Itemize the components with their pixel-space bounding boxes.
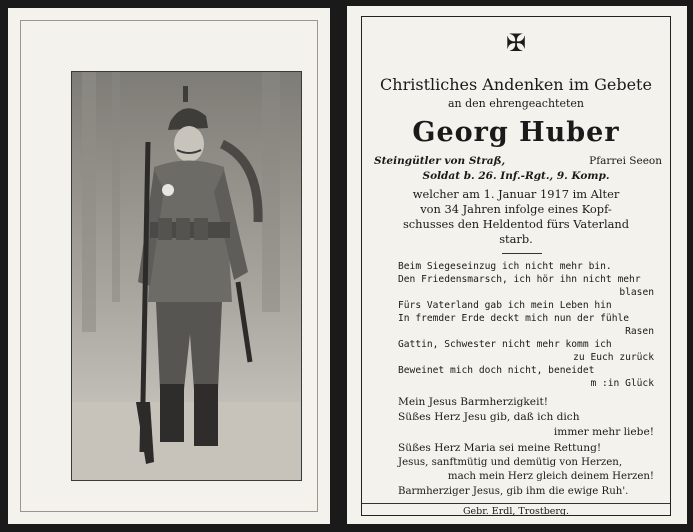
iron-cross-icon: ✠ [505, 29, 527, 57]
divider [502, 253, 542, 254]
heading: Christliches Andenken im Gebete [380, 75, 652, 94]
prayer-line: Süßes Herz Maria sei meine Rettung! [398, 442, 602, 454]
poem-line: Beim Siegeseinzug ich nicht mehr bin. [398, 261, 612, 272]
poem-line: Fürs Vaterland gab ich mein Leben hin [398, 300, 612, 311]
soldier-photo [71, 71, 302, 481]
parish: Pfarrei Seeon [589, 155, 662, 167]
portrait-card [8, 8, 330, 524]
poem-line: zu Euch zurück [573, 352, 654, 363]
footer-divider [362, 503, 670, 504]
deceased-name: Georg Huber [412, 117, 620, 148]
death-line-1: welcher am 1. Januar 1917 im Alter [412, 187, 620, 201]
poem-line: Beweinet mich doch nicht, beneidet [398, 365, 595, 376]
poem-line: In fremder Erde deckt mich nun der fühle [398, 313, 630, 324]
death-line-4: starb. [499, 232, 533, 246]
occupation-place: Steingütler von Straß, [374, 155, 506, 167]
prayer-line: mach mein Herz gleich deinem Herzen! [447, 471, 654, 482]
prayer-line: immer mehr liebe! [553, 426, 654, 438]
prayer-line: Süßes Herz Jesu gib, daß ich dich [398, 411, 580, 423]
regiment: Soldat b. 26. Inf.-Rgt., 9. Komp. [422, 170, 610, 182]
subheading: an den ehrengeachteten [447, 97, 585, 110]
poem-line: Rasen [625, 326, 654, 337]
prayer-line: Jesus, sanftmütig und demütig von Herzen, [398, 457, 623, 468]
poem-line: m :in Glück [590, 378, 654, 389]
printer-credit: Gebr. Erdl, Trostberg. [462, 506, 570, 517]
memorial-border [361, 16, 671, 516]
poem-line: Gattin, Schwester nicht mehr komm ich [398, 339, 612, 350]
poem-line: Den Friedensmarsch, ich hör ihn nicht mehr [398, 274, 641, 285]
prayer-line: Mein Jesus Barmherzigkeit! [398, 396, 548, 408]
prayer-line: Barmherziger Jesus, gib ihm die ewige Ruh'. [398, 486, 629, 497]
death-line-2: von 34 Jahren infolge eines Kopf- [420, 202, 612, 216]
memorial-text-card [347, 6, 687, 524]
soldier-illustration [72, 72, 301, 480]
death-line-3: schusses den Heldentod fürs Vaterland [402, 217, 630, 231]
poem-line: blasen [619, 287, 654, 298]
